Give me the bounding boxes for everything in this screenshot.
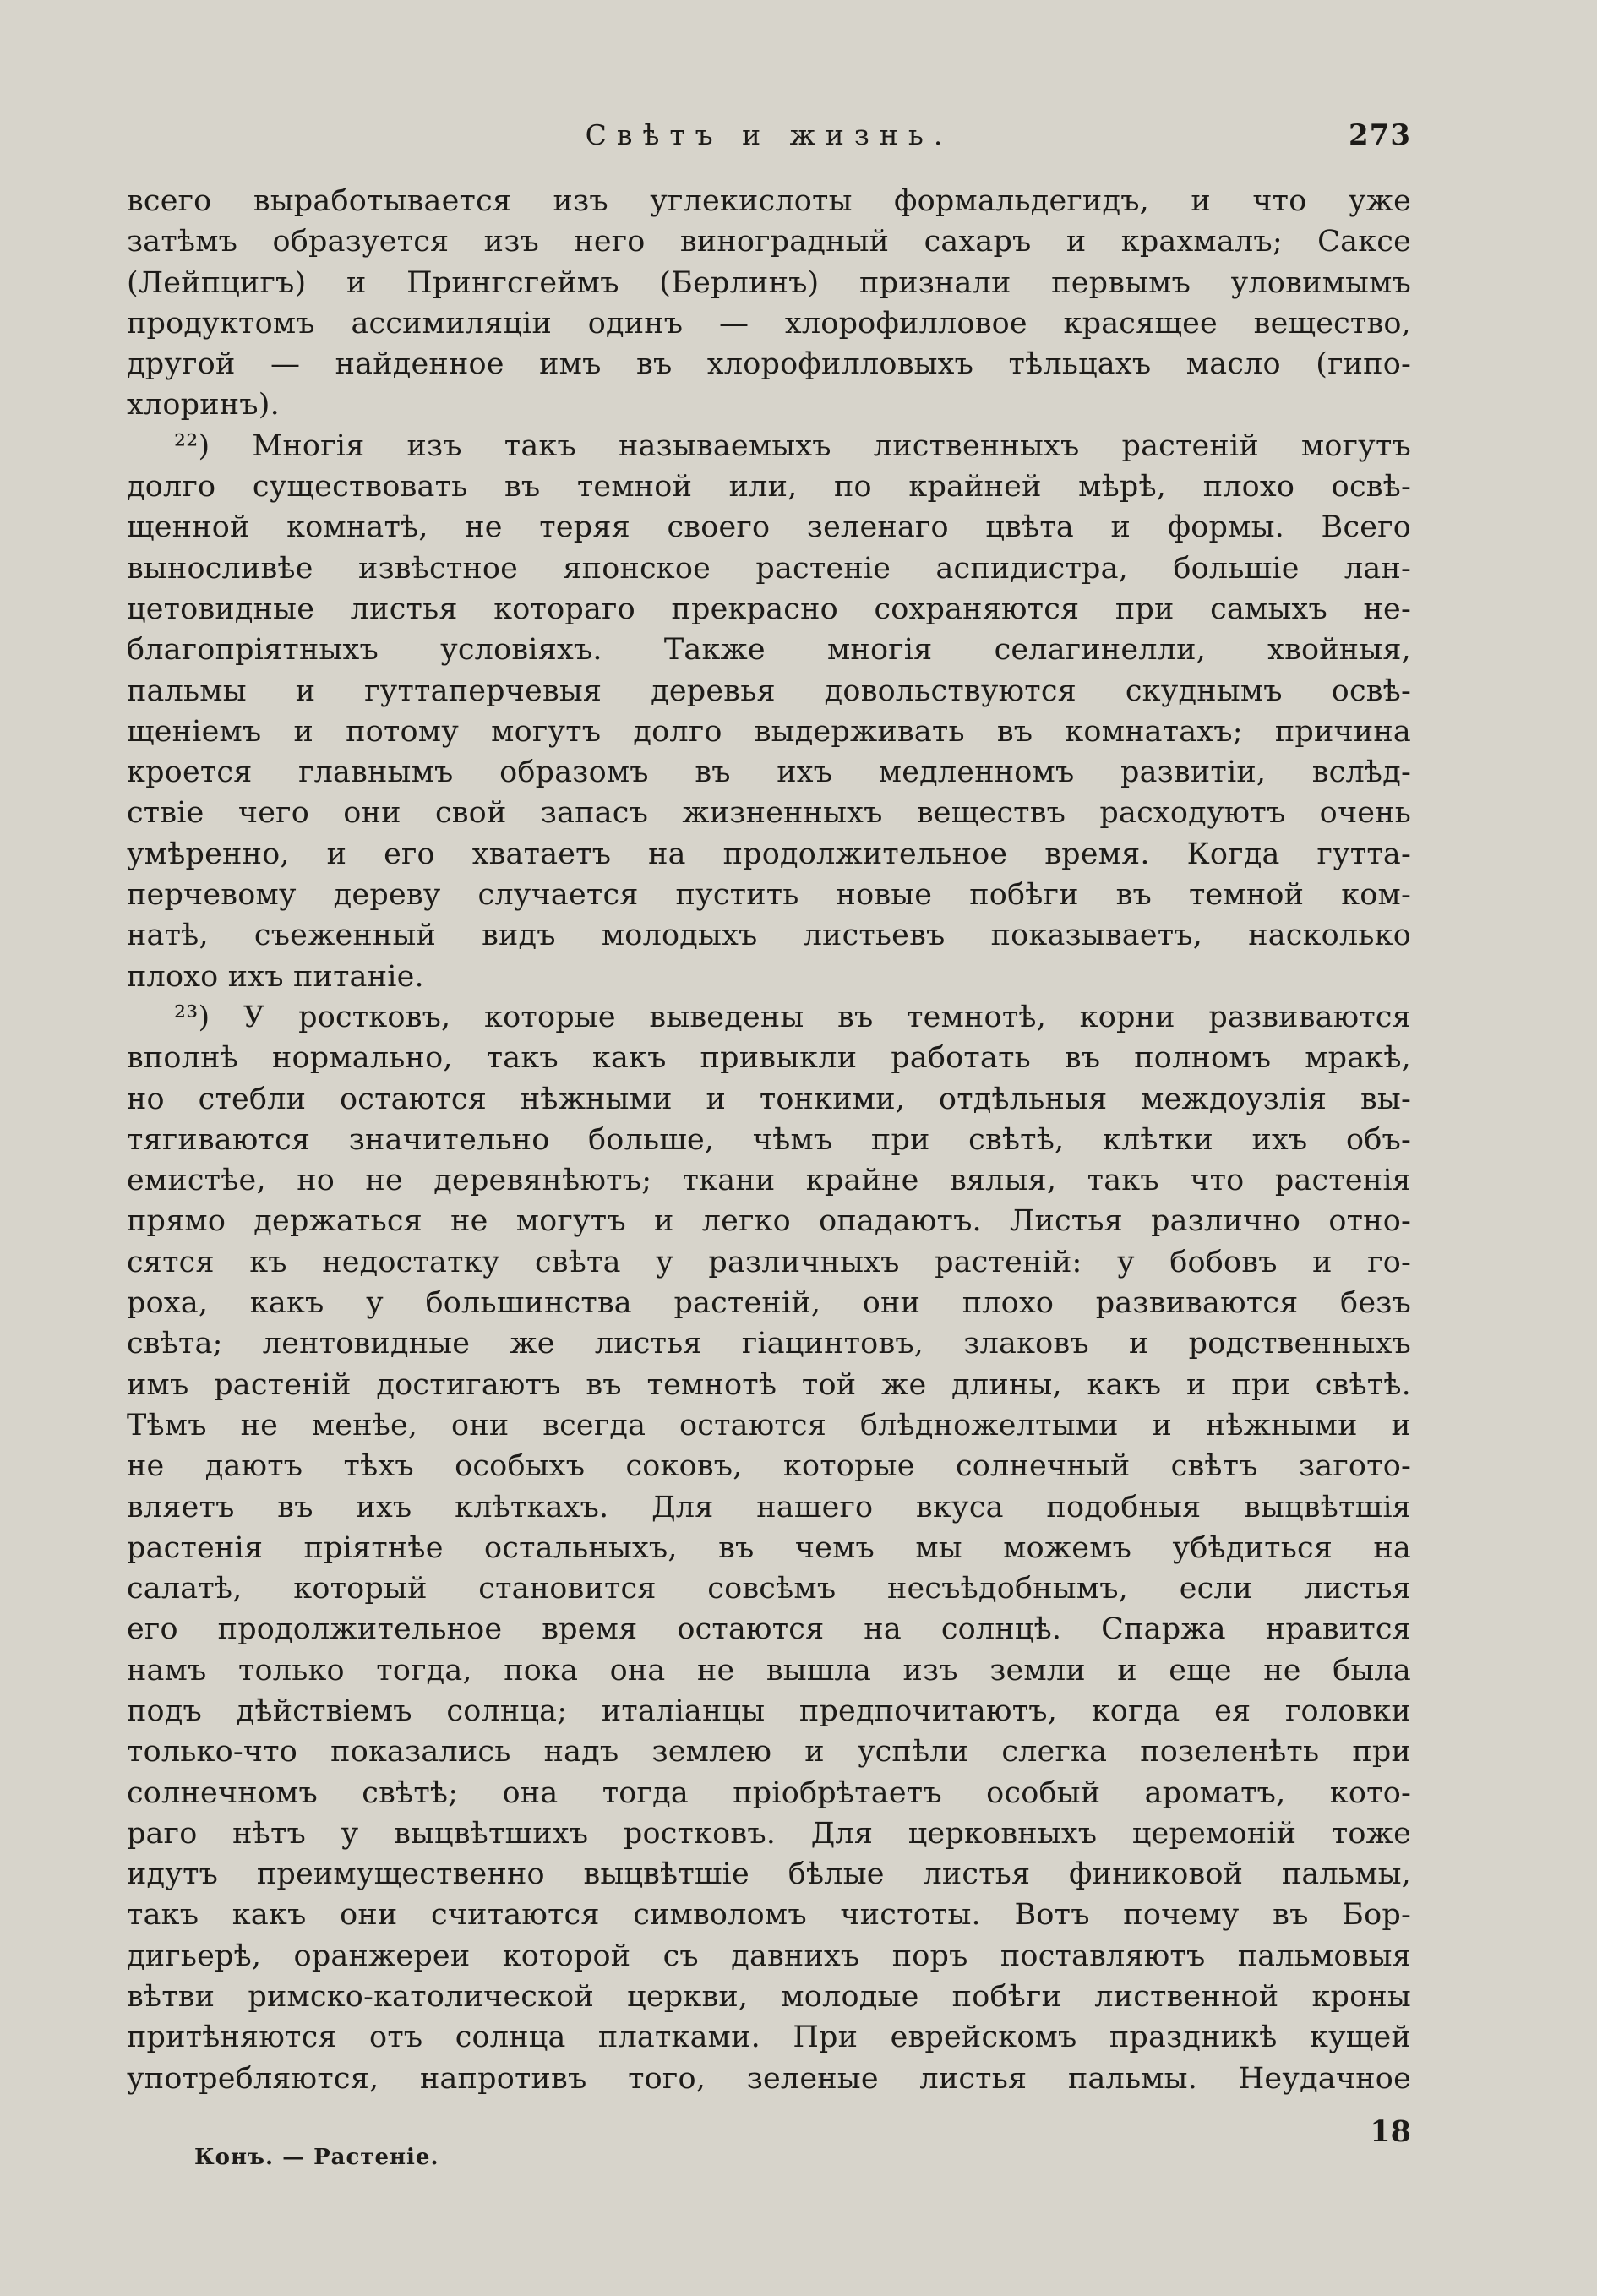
body-text <box>127 181 1411 2099</box>
footnote-23-start: ²³) У ростковъ, которые выведены въ темнотѣ, корни развиваются <box>174 1000 1411 1034</box>
text-line: емистѣе, но не деревянѣютъ; ткани крайне вялыя, такъ что растенія <box>127 1164 1411 1198</box>
signature-number: 18 <box>1370 2113 1411 2149</box>
text-line: вляетъ въ ихъ клѣткахъ. Для нашего вкуса подобныя выцвѣтшія <box>127 1490 1411 1524</box>
text-line: не даютъ тѣхъ особыхъ соковъ, которые солнечный свѣтъ загото- <box>127 1449 1411 1484</box>
text-line: солнечномъ свѣтѣ; она тогда пріобрѣтаетъ особый ароматъ, кото- <box>127 1775 1411 1810</box>
text-line: прямо держаться не могутъ и легко опадаютъ. Листья различно отно- <box>127 1204 1411 1239</box>
text-line: салатѣ, который становится совсѣмъ несъѣдобнымъ, если листья <box>127 1572 1411 1606</box>
signature-mark: Конъ. — Растеніе. <box>194 2144 439 2170</box>
text-line: идутъ преимущественно выцвѣтшіе бѣлые листья финиковой пальмы, <box>127 1857 1411 1892</box>
text-line: хлоринъ). <box>127 388 280 423</box>
text-line: такъ какъ они считаются символомъ чистоты. Вотъ почему въ Бор- <box>127 1898 1411 1933</box>
text-line: притѣняются отъ солнца платками. При еврейскомъ праздникѣ кущей <box>127 2021 1411 2055</box>
text-line: сятся къ недостатку свѣта у различныхъ растеній: у бобовъ и го- <box>127 1245 1411 1279</box>
text-line: вѣтви римско-католической церкви, молодые побѣги лиственной кроны <box>127 1980 1411 2015</box>
text-line: вполнѣ нормально, такъ какъ привыкли работать въ полномъ мракѣ, <box>127 1041 1411 1076</box>
text-line: цетовидные листья котораго прекрасно сохраняются при самыхъ не- <box>127 592 1411 626</box>
text-line: выносливѣе извѣстное японское растеніе аспидистра, большіе лан- <box>127 551 1411 586</box>
text-line: только-что показались надъ землею и успѣли слегка позеленѣть при <box>127 1735 1411 1770</box>
text-line: ствіе чего они свой запасъ жизненныхъ веществъ расходуютъ очень <box>127 796 1411 831</box>
text-line: роха, какъ у большинства растеній, они плохо развиваются безъ <box>127 1286 1411 1321</box>
text-line: раго нѣтъ у выцвѣтшихъ ростковъ. Для церковныхъ церемоній тоже <box>127 1816 1411 1851</box>
text-line: умѣренно, и его хватаетъ на продолжительное время. Когда гутта- <box>127 837 1411 871</box>
text-line: пальмы и гуттаперчевыя деревья довольствуются скуднымъ освѣ- <box>127 674 1411 708</box>
text-line: свѣта; лентовидные же листья гіацинтовъ, злаковъ и родственныхъ <box>127 1327 1411 1361</box>
text-line: щеніемъ и потому могутъ долго выдерживать въ комнатахъ; причина <box>127 714 1411 749</box>
footnote-22-start: ²²) Многія изъ такъ называемыхъ лиственныхъ растеній могутъ <box>174 428 1411 463</box>
text-line: растенія пріятнѣе остальныхъ, въ чемъ мы можемъ убѣдиться на <box>127 1530 1411 1565</box>
text-line: долго существовать въ темной или, по крайней мѣрѣ, плохо освѣ- <box>127 470 1411 504</box>
text-line: продуктомъ ассимиляціи одинъ — хлорофилловое красящее вещество, <box>127 306 1411 341</box>
text-line: затѣмъ образуется изъ него виноградный сахаръ и крахмалъ; Саксе <box>127 225 1411 259</box>
text-line: Тѣмъ не менѣе, они всегда остаются блѣдножелтыми и нѣжными и <box>127 1408 1411 1442</box>
text-line: благопріятныхъ условіяхъ. Также многія селагинелли, хвойныя, <box>127 633 1411 668</box>
text-line: дигьерѣ, оранжереи которой съ давнихъ поръ поставляютъ пальмовыя <box>127 1939 1411 1973</box>
text-line: всего выработывается изъ углекислоты формальдегидъ, и что уже <box>127 184 1411 218</box>
text-line: натѣ, съеженный видъ молодыхъ листьевъ показываетъ, насколько <box>127 919 1411 953</box>
text-line: щенной комнатѣ, не теряя своего зеленаго цвѣта и формы. Всего <box>127 510 1411 545</box>
text-line: употребляются, напротивъ того, зеленые листья пальмы. Неудачное <box>127 2061 1411 2096</box>
text-line: перчевому дереву случается пустить новые побѣги въ темной ком- <box>127 878 1411 913</box>
page-number: 273 <box>1349 118 1411 152</box>
text-line: (Лейпцигъ) и Прингсгеймъ (Берлинъ) признали первымъ уловимымъ <box>127 265 1411 300</box>
text-line: намъ только тогда, пока она не вышла изъ земли и еще не была <box>127 1653 1411 1688</box>
running-title: Свѣтъ и жизнь. <box>585 118 953 151</box>
text-line: плохо ихъ питаніе. <box>127 959 424 994</box>
book-page <box>127 118 1411 2184</box>
text-line: другой — найденное имъ въ хлорофилловыхъ тѣльцахъ масло (гипо- <box>127 347 1411 382</box>
text-line: тягиваются значительно больше, чѣмъ при свѣтѣ, клѣтки ихъ объ- <box>127 1122 1411 1157</box>
running-head <box>127 118 1411 169</box>
text-line: подъ дѣйствіемъ солнца; италіанцы предпочитаютъ, когда ея головки <box>127 1693 1411 1728</box>
text-line: имъ растеній достигаютъ въ темнотѣ той же длины, какъ и при свѣтѣ. <box>127 1367 1411 1402</box>
page-footer <box>127 2113 1411 2184</box>
text-line: кроется главнымъ образомъ въ ихъ медленномъ развитіи, вслѣд- <box>127 755 1411 790</box>
text-line: его продолжительное время остаются на солнцѣ. Спаржа нравится <box>127 1612 1411 1647</box>
text-line: но стебли остаются нѣжными и тонкими, отдѣльныя междоузлія вы- <box>127 1082 1411 1116</box>
